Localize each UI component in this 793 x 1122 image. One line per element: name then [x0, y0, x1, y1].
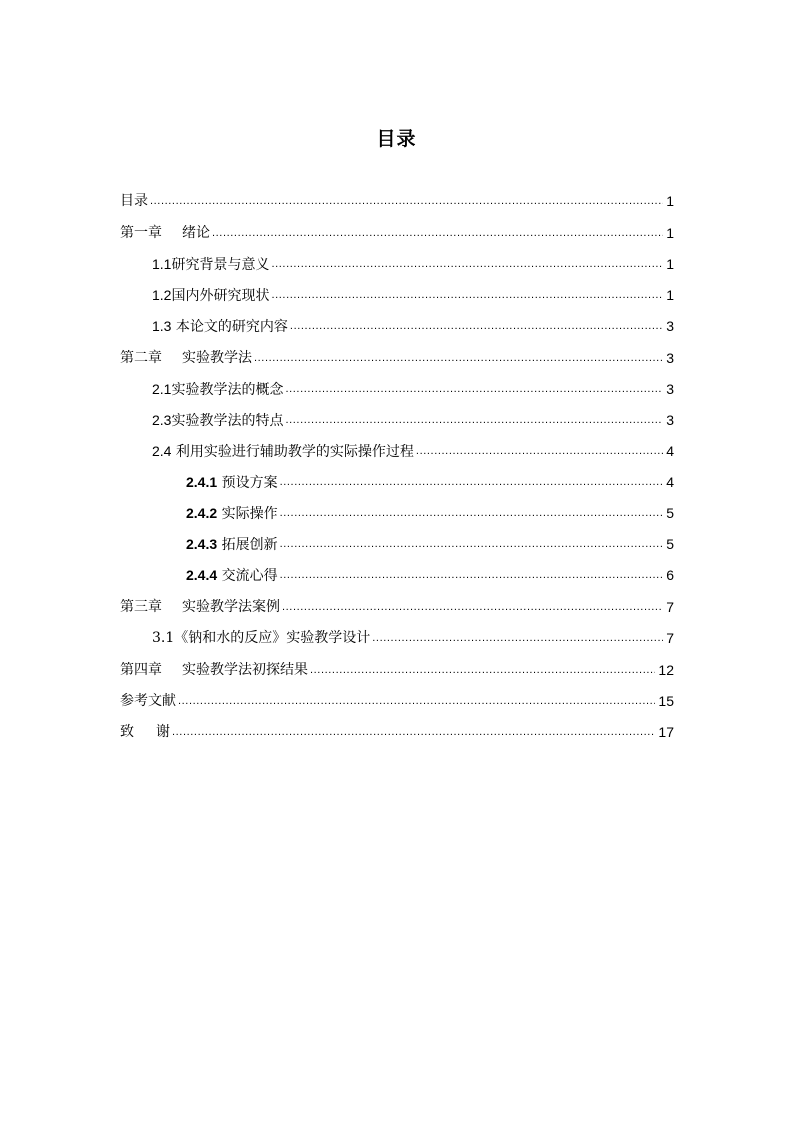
section-number: 1.2: [152, 286, 172, 303]
section-title: 国内外研究现状: [171, 287, 270, 304]
toc-entry-label: 参考文献: [120, 693, 176, 709]
toc-entry-subsection-2-4-3[interactable]: [186, 532, 674, 556]
dot-leader: [372, 626, 663, 650]
toc-entry-label: [120, 346, 254, 370]
dot-leader: [280, 532, 664, 556]
toc-entry-label: [152, 439, 416, 464]
toc-page-number: 17: [658, 724, 674, 740]
toc-entry-chapter-4[interactable]: [120, 658, 674, 682]
toc-entry-label: [152, 626, 372, 650]
toc-page-number: 3: [666, 381, 674, 397]
section-title: 《钠和水的反应》实验教学设计: [174, 630, 371, 646]
dot-leader: [310, 658, 655, 682]
subsection-number: 2.4.4: [186, 566, 218, 583]
toc-page-number: 3: [666, 350, 674, 366]
dot-leader: [254, 346, 663, 370]
toc-entry-references[interactable]: [120, 689, 674, 713]
toc-entry-label: [120, 221, 212, 245]
acknowledgements-char-2: 谢: [156, 724, 170, 740]
toc-entry-label: [120, 595, 282, 619]
toc-page-number: 4: [666, 443, 674, 459]
toc-entry-chapter-1[interactable]: [120, 221, 674, 245]
toc-page-number: 12: [658, 662, 674, 678]
toc-entry-section-2-3[interactable]: [152, 408, 674, 432]
toc-entry-subsection-2-4-2[interactable]: [186, 501, 674, 525]
toc-page-number: 6: [666, 567, 674, 583]
page-title: 目录: [376, 128, 417, 150]
toc-page-number: 4: [666, 474, 674, 490]
chapter-title: 绪论: [182, 225, 210, 241]
dot-leader: [280, 470, 664, 494]
toc-entry-section-1-3[interactable]: [152, 314, 674, 338]
dot-leader: [416, 439, 663, 463]
toc-entry-acknowledgements[interactable]: [120, 720, 674, 744]
toc-entry-label: [152, 252, 271, 277]
subsection-title: 交流心得: [221, 567, 278, 584]
section-number: 1.3: [152, 317, 172, 334]
dot-leader: [285, 377, 663, 401]
toc-entry-label: [152, 408, 285, 433]
dot-leader: [150, 189, 663, 213]
section-title: 研究背景与意义: [171, 256, 270, 273]
toc-entry-label: [186, 501, 280, 526]
chapter-title: 实验教学法: [182, 350, 252, 366]
toc-entry-label: [186, 563, 280, 588]
dot-leader: [271, 283, 663, 307]
toc-entry-label: [120, 658, 310, 682]
toc-page-number: 1: [666, 193, 674, 209]
subsection-number: 2.4.1: [186, 473, 218, 490]
toc-page-number: 5: [666, 536, 674, 552]
toc-entry-label: [186, 532, 280, 557]
toc-entry-subsection-2-4-1[interactable]: [186, 470, 674, 494]
section-number: 2.1: [152, 380, 172, 397]
chapter-title: 实验教学法初探结果: [182, 662, 308, 678]
section-number: 1.1: [152, 255, 172, 272]
toc-entry-label: 目录: [120, 193, 148, 209]
dot-leader: [280, 501, 664, 525]
toc-page-number: 15: [658, 693, 674, 709]
toc-page-number: 1: [666, 287, 674, 303]
toc-page-number: 3: [666, 412, 674, 428]
section-title: 实验教学法的概念: [171, 381, 284, 398]
toc-entry-section-1-1[interactable]: [152, 252, 674, 276]
toc-entry-chapter-3[interactable]: [120, 595, 674, 619]
chapter-number: 第一章: [120, 225, 162, 241]
section-number: 3.1: [152, 630, 175, 646]
dot-leader: [280, 563, 664, 587]
toc-entry-label: [120, 720, 172, 744]
chapter-title: 实验教学法案例: [182, 599, 280, 615]
toc-entry-subsection-2-4-4[interactable]: [186, 563, 674, 587]
section-title: 利用实验进行辅助教学的实际操作过程: [175, 443, 414, 460]
dot-leader: [285, 408, 663, 432]
toc-entry-section-2-1[interactable]: [152, 377, 674, 401]
chapter-number: 第三章: [120, 599, 162, 615]
section-number: 2.4: [152, 442, 172, 459]
toc-entry-label: [152, 314, 290, 339]
toc-entry-label: [152, 283, 271, 308]
toc-entry-section-2-4[interactable]: [152, 439, 674, 463]
chapter-number: 第四章: [120, 662, 162, 678]
toc-entry-contents[interactable]: [120, 189, 674, 213]
toc-entry-section-1-2[interactable]: [152, 283, 674, 307]
section-title: 实验教学法的特点: [171, 412, 284, 429]
toc-page-number: 7: [666, 599, 674, 615]
toc-page-number: 7: [666, 630, 674, 646]
dot-leader: [271, 252, 663, 276]
dot-leader: [290, 314, 663, 338]
dot-leader: [178, 689, 655, 713]
toc-page-number: 1: [666, 225, 674, 241]
toc-page-number: 1: [666, 256, 674, 272]
section-number: 2.3: [152, 411, 172, 428]
subsection-number: 2.4.2: [186, 504, 218, 521]
toc-entry-section-3-1[interactable]: [152, 626, 674, 650]
toc-entry-label: [186, 470, 280, 495]
section-title: 本论文的研究内容: [171, 318, 288, 335]
subsection-title: 拓展创新: [221, 536, 278, 553]
acknowledgements-char-1: 致: [120, 724, 134, 740]
toc-entry-chapter-2[interactable]: [120, 346, 674, 370]
dot-leader: [172, 720, 655, 744]
chapter-number: 第二章: [120, 350, 162, 366]
dot-leader: [282, 595, 663, 619]
subsection-title: 预设方案: [221, 474, 278, 491]
dot-leader: [212, 221, 663, 245]
subsection-number: 2.4.3: [186, 535, 218, 552]
subsection-title: 实际操作: [221, 505, 278, 522]
toc-page-number: 3: [666, 318, 674, 334]
toc-page-number: 5: [666, 505, 674, 521]
toc-entry-label: [152, 377, 285, 402]
